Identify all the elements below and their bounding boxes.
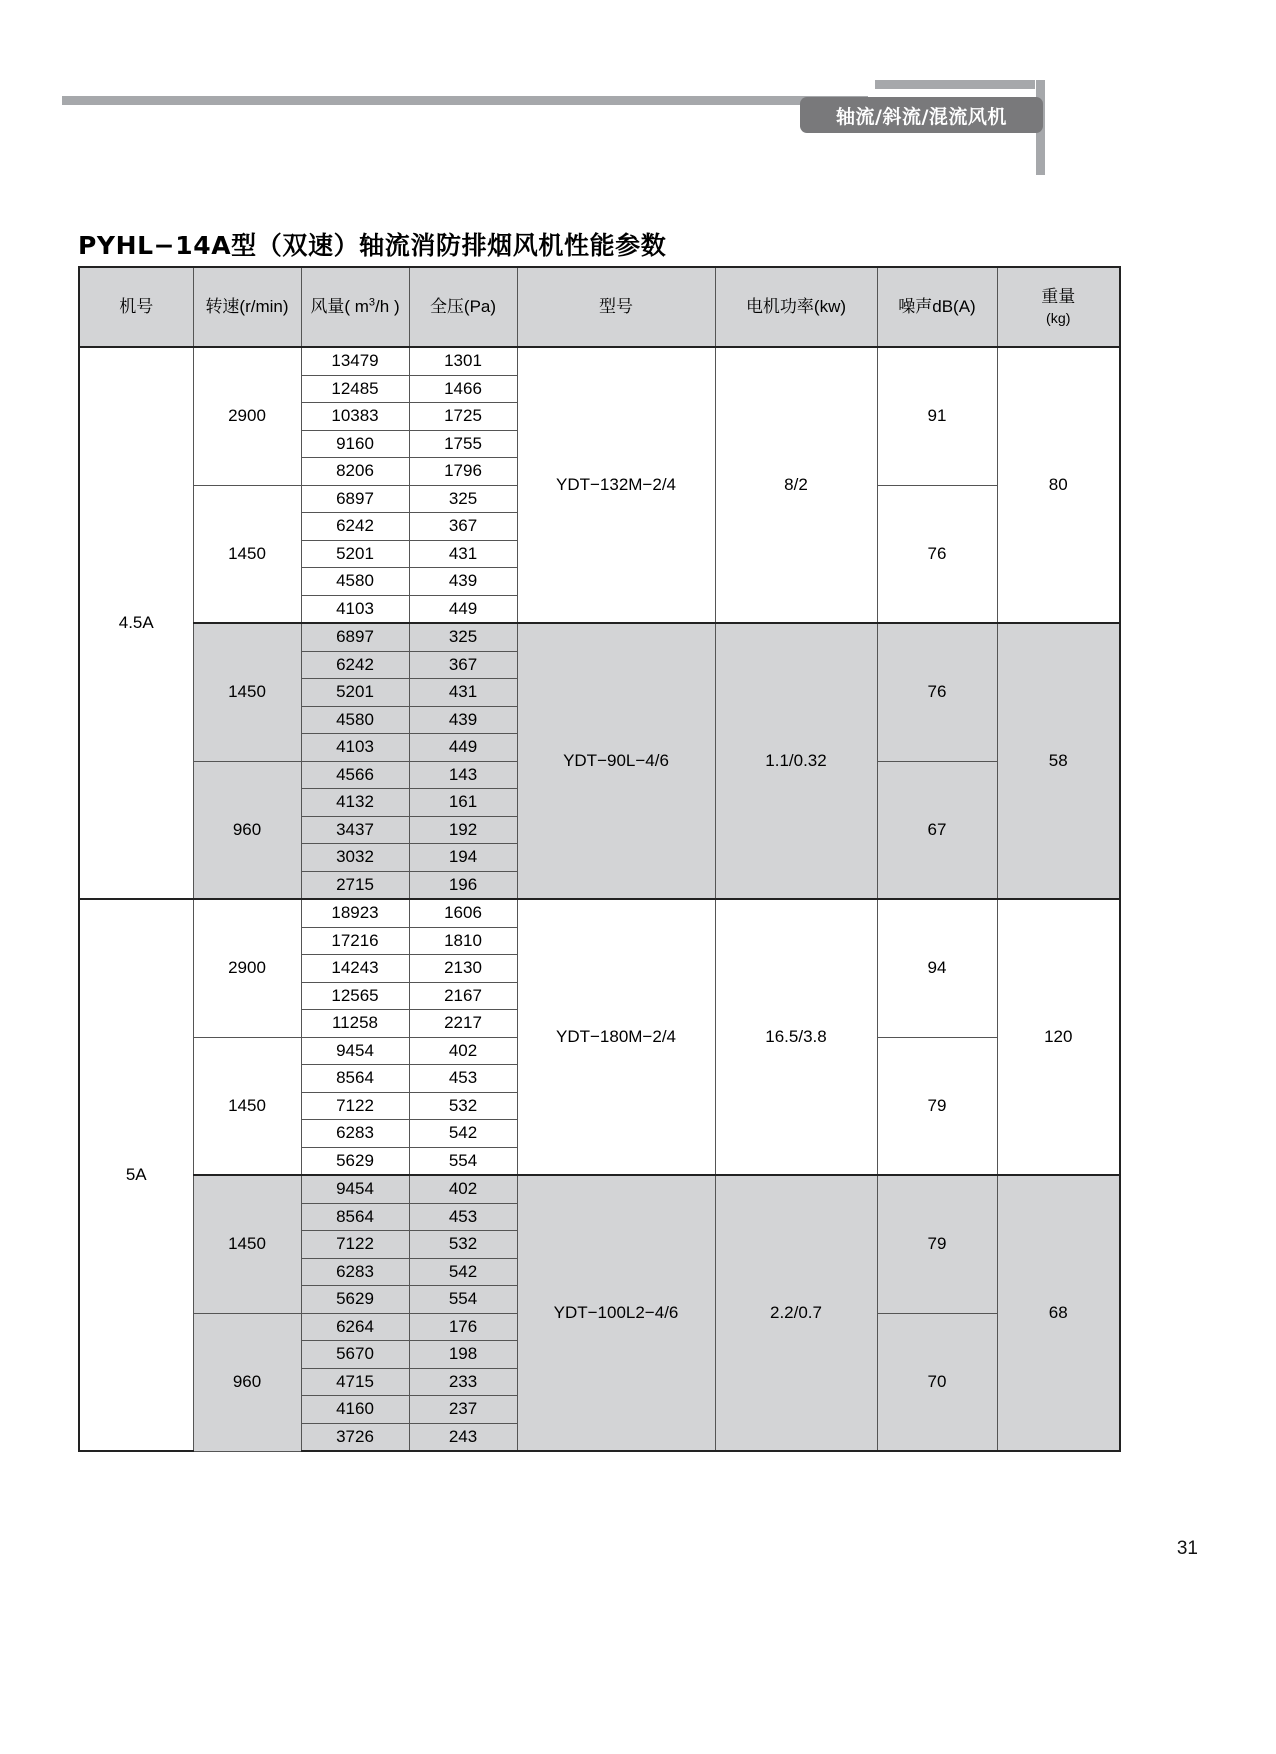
table-header-row [79, 267, 1120, 347]
cell-pressure: 233 [409, 1368, 517, 1396]
page-number: 31 [1176, 1538, 1198, 1559]
cell-noise: 91 [877, 347, 997, 485]
cell-rpm: 2900 [193, 899, 301, 1037]
cell-flow: 12565 [301, 982, 409, 1010]
cell-noise: 94 [877, 899, 997, 1037]
cell-pressure: 367 [409, 651, 517, 679]
cell-pressure: 325 [409, 623, 517, 651]
col-header-type: 型号 [517, 267, 715, 347]
cell-type: YDT−132M−2/4 [517, 347, 715, 623]
table-row [79, 623, 1120, 651]
cell-flow: 8564 [301, 1203, 409, 1231]
cell-flow: 12485 [301, 375, 409, 403]
cell-flow: 7122 [301, 1092, 409, 1120]
cell-weight: 68 [997, 1175, 1120, 1451]
cell-model: 4.5A [79, 347, 193, 899]
cell-pressure: 554 [409, 1147, 517, 1175]
page-header [0, 0, 1276, 200]
cell-flow: 4566 [301, 761, 409, 789]
cell-flow: 9160 [301, 430, 409, 458]
cell-pressure: 449 [409, 595, 517, 623]
cell-noise: 76 [877, 485, 997, 623]
cell-pressure: 161 [409, 789, 517, 817]
col-header-rpm: 转速(r/min) [193, 267, 301, 347]
cell-power: 8/2 [715, 347, 877, 623]
cell-flow: 5629 [301, 1286, 409, 1314]
cell-pressure: 1810 [409, 927, 517, 955]
cell-type: YDT−180M−2/4 [517, 899, 715, 1175]
cell-pressure: 542 [409, 1120, 517, 1148]
cell-noise: 67 [877, 761, 997, 899]
cell-flow: 6283 [301, 1120, 409, 1148]
cell-weight: 80 [997, 347, 1120, 623]
cell-pressure: 439 [409, 568, 517, 596]
cell-rpm: 960 [193, 1313, 301, 1451]
cell-pressure: 237 [409, 1396, 517, 1424]
cell-pressure: 532 [409, 1231, 517, 1259]
cell-pressure: 176 [409, 1313, 517, 1341]
cell-flow: 4580 [301, 706, 409, 734]
cell-pressure: 1466 [409, 375, 517, 403]
cell-flow: 6897 [301, 485, 409, 513]
cell-flow: 8206 [301, 458, 409, 486]
cell-flow: 2715 [301, 871, 409, 899]
cell-pressure: 194 [409, 844, 517, 872]
cell-rpm: 1450 [193, 623, 301, 761]
cell-pressure: 2130 [409, 955, 517, 983]
cell-noise: 79 [877, 1037, 997, 1175]
cell-flow: 4132 [301, 789, 409, 817]
cell-type: YDT−90L−4/6 [517, 623, 715, 899]
cell-pressure: 1606 [409, 899, 517, 927]
cell-flow: 3437 [301, 816, 409, 844]
cell-flow: 4580 [301, 568, 409, 596]
cell-pressure: 402 [409, 1037, 517, 1065]
cell-pressure: 449 [409, 734, 517, 762]
cell-noise: 76 [877, 623, 997, 761]
cell-weight: 120 [997, 899, 1120, 1175]
table-body [79, 347, 1120, 1451]
col-header-noise: 噪声dB(A) [877, 267, 997, 347]
cell-pressure: 1725 [409, 403, 517, 431]
cell-flow: 17216 [301, 927, 409, 955]
cell-pressure: 402 [409, 1175, 517, 1203]
cell-flow: 4160 [301, 1396, 409, 1424]
cell-type: YDT−100L2−4/6 [517, 1175, 715, 1451]
cell-rpm: 1450 [193, 1175, 301, 1313]
cell-flow: 5629 [301, 1147, 409, 1175]
cell-flow: 5201 [301, 540, 409, 568]
table-header [79, 267, 1120, 347]
cell-pressure: 453 [409, 1203, 517, 1231]
cell-flow: 4103 [301, 595, 409, 623]
cell-flow: 13479 [301, 347, 409, 375]
col-header-press: 全压(Pa) [409, 267, 517, 347]
cell-flow: 14243 [301, 955, 409, 983]
section-badge: 轴流/斜流/混流风机 [800, 97, 1043, 133]
cell-pressure: 453 [409, 1065, 517, 1093]
header-rule-top-right [875, 80, 1035, 89]
cell-noise: 70 [877, 1313, 997, 1451]
cell-pressure: 198 [409, 1341, 517, 1369]
col-header-weight [997, 267, 1120, 347]
cell-pressure: 2167 [409, 982, 517, 1010]
cell-flow: 3032 [301, 844, 409, 872]
table-row [79, 899, 1120, 927]
cell-flow: 7122 [301, 1231, 409, 1259]
cell-flow: 5670 [301, 1341, 409, 1369]
cell-flow: 4715 [301, 1368, 409, 1396]
cell-flow: 9454 [301, 1037, 409, 1065]
col-header-flow [301, 267, 409, 347]
cell-flow: 8564 [301, 1065, 409, 1093]
cell-pressure: 1301 [409, 347, 517, 375]
cell-flow: 5201 [301, 679, 409, 707]
cell-flow: 18923 [301, 899, 409, 927]
table-row [79, 1175, 1120, 1203]
cell-pressure: 325 [409, 485, 517, 513]
cell-power: 1.1/0.32 [715, 623, 877, 899]
cell-flow: 9454 [301, 1175, 409, 1203]
cell-model: 5A [79, 899, 193, 1451]
cell-pressure: 2217 [409, 1010, 517, 1038]
cell-power: 16.5/3.8 [715, 899, 877, 1175]
cell-weight: 58 [997, 623, 1120, 899]
cell-flow: 3726 [301, 1423, 409, 1451]
cell-noise: 79 [877, 1175, 997, 1313]
cell-flow: 6264 [301, 1313, 409, 1341]
cell-pressure: 554 [409, 1286, 517, 1314]
cell-pressure: 431 [409, 679, 517, 707]
cell-pressure: 542 [409, 1258, 517, 1286]
page-title: PYHL−14A型（双速）轴流消防排烟风机性能参数 [78, 231, 667, 260]
cell-pressure: 196 [409, 871, 517, 899]
cell-pressure: 439 [409, 706, 517, 734]
spec-table [78, 266, 1121, 1452]
cell-flow: 6242 [301, 513, 409, 541]
cell-flow: 10383 [301, 403, 409, 431]
cell-flow: 11258 [301, 1010, 409, 1038]
cell-rpm: 1450 [193, 485, 301, 623]
cell-pressure: 143 [409, 761, 517, 789]
col-header-weight-unit: (kg) [1046, 310, 1071, 327]
cell-pressure: 1755 [409, 430, 517, 458]
col-header-model: 机号 [79, 267, 193, 347]
col-header-flow-label: 风量( $m^3/h$ ) [310, 296, 400, 317]
cell-pressure: 532 [409, 1092, 517, 1120]
cell-flow: 6897 [301, 623, 409, 651]
cell-rpm: 1450 [193, 1037, 301, 1175]
cell-power: 2.2/0.7 [715, 1175, 877, 1451]
cell-pressure: 431 [409, 540, 517, 568]
col-header-power: 电机功率(kw) [715, 267, 877, 347]
cell-rpm: 2900 [193, 347, 301, 485]
cell-pressure: 367 [409, 513, 517, 541]
cell-flow: 6242 [301, 651, 409, 679]
spec-table-container [78, 266, 1119, 1452]
cell-flow: 4103 [301, 734, 409, 762]
col-header-weight-main: 重量 [1041, 286, 1076, 306]
cell-pressure: 1796 [409, 458, 517, 486]
header-rule-left [62, 96, 868, 105]
cell-flow: 6283 [301, 1258, 409, 1286]
table-row [79, 347, 1120, 375]
cell-pressure: 243 [409, 1423, 517, 1451]
cell-rpm: 960 [193, 761, 301, 899]
cell-pressure: 192 [409, 816, 517, 844]
